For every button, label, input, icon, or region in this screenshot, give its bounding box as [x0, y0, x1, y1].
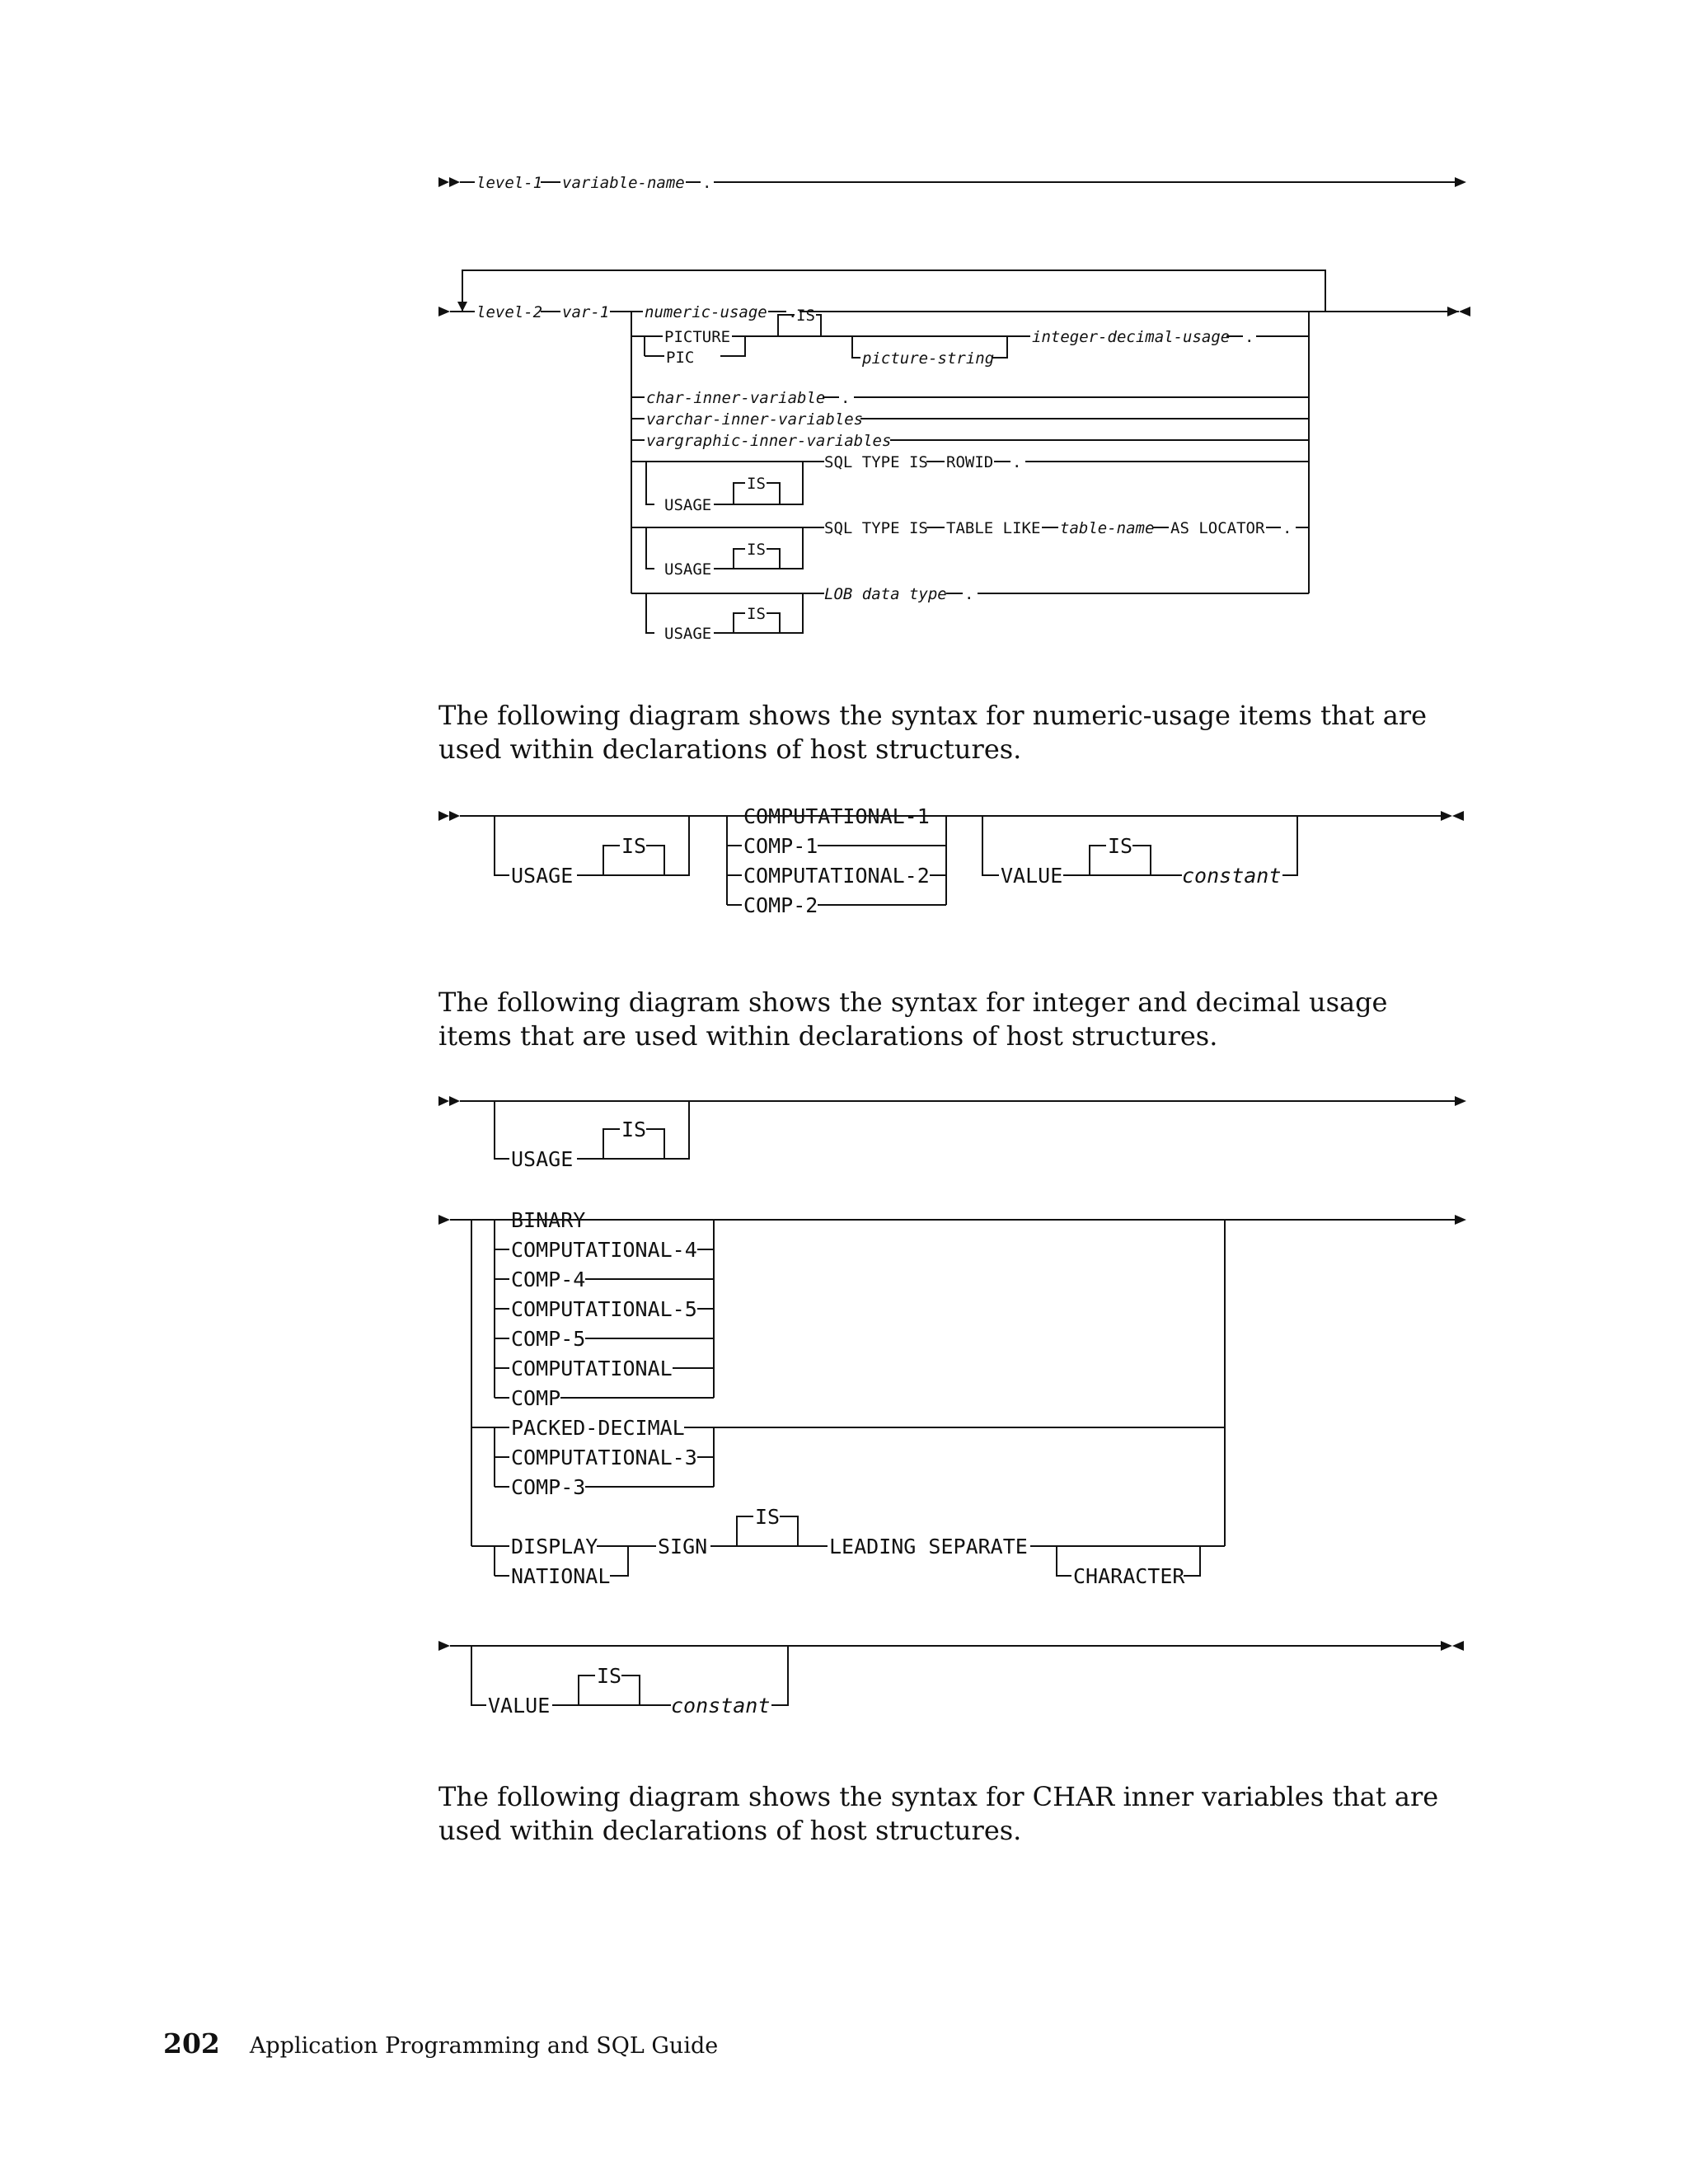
paragraph-numeric-usage: The following diagram shows the syntax for numeric-usage items that are used within declarations of host structures.	[438, 700, 1427, 765]
sql-type-is-keyword: SQL TYPE IS	[824, 519, 928, 537]
is-keyword: IS	[1108, 834, 1133, 858]
picture-string-keyword: picture-string	[862, 349, 995, 368]
period-terminator: .	[788, 303, 798, 321]
option-comp-4: COMP-4	[511, 1268, 586, 1291]
period-terminator: .	[702, 174, 712, 192]
option-comp-2: COMP-2	[743, 893, 818, 917]
is-keyword: IS	[621, 834, 647, 858]
option-computational-3: COMPUTATIONAL-3	[511, 1446, 697, 1469]
usage-keyword: USAGE	[664, 496, 712, 514]
option-national: NATIONAL	[511, 1564, 611, 1588]
option-computational: COMPUTATIONAL	[511, 1357, 673, 1380]
option-binary: BINARY	[511, 1208, 586, 1232]
table-like-keyword: TABLE LIKE	[946, 519, 1041, 537]
value-keyword: VALUE	[488, 1694, 551, 1718]
option-packed-decimal: PACKED-DECIMAL	[511, 1416, 685, 1440]
period-terminator: .	[1245, 328, 1254, 346]
integer-decimal-usage-keyword: integer-decimal-usage	[1032, 328, 1231, 346]
option-comp-5: COMP-5	[511, 1327, 586, 1351]
sign-keyword: SIGN	[658, 1535, 708, 1558]
page-number: 202	[163, 2027, 220, 2060]
rowid-keyword: ROWID	[946, 453, 994, 471]
paragraph-integer-decimal-usage: The following diagram shows the syntax for integer and decimal usage items that are used within declarations of host structures.	[438, 987, 1388, 1052]
char-inner-variable-keyword: char-inner-variable	[646, 389, 826, 407]
leading-separate-keyword: LEADING SEPARATE	[829, 1535, 1028, 1558]
as-locator-keyword: AS LOCATOR	[1170, 519, 1265, 537]
usage-keyword: USAGE	[511, 1147, 574, 1171]
constant-keyword: constant	[671, 1694, 771, 1718]
pic-keyword: PIC	[666, 349, 695, 367]
syntax-diagram-level-1	[0, 165, 1688, 206]
syntax-diagram-level-2	[0, 264, 1688, 659]
book-title: Application Programming and SQL Guide	[249, 2033, 719, 2059]
numeric-usage-keyword: numeric-usage	[645, 303, 767, 321]
is-keyword: IS	[597, 1664, 622, 1688]
var-1-keyword: var-1	[562, 303, 610, 321]
constant-keyword: constant	[1182, 864, 1282, 888]
period-terminator: .	[1282, 519, 1292, 537]
option-comp-1: COMP-1	[743, 834, 818, 858]
option-computational-4: COMPUTATIONAL-4	[511, 1238, 697, 1262]
is-keyword: IS	[747, 605, 766, 623]
period-terminator: .	[841, 389, 851, 407]
is-keyword: IS	[747, 475, 766, 493]
level-2-keyword: level-2	[476, 303, 543, 321]
table-name-keyword: table-name	[1060, 519, 1155, 537]
option-comp-3: COMP-3	[511, 1475, 586, 1499]
lob-data-type-keyword: LOB data type	[824, 585, 947, 603]
is-keyword: IS	[755, 1505, 781, 1529]
is-keyword: IS	[747, 541, 766, 559]
variable-name-keyword: variable-name	[562, 174, 685, 192]
picture-keyword: PICTURE	[664, 328, 731, 346]
paragraph-char-inner-variables: The following diagram shows the syntax for CHAR inner variables that are used within declarations of host structures.	[438, 1781, 1439, 1846]
page-footer	[163, 2027, 718, 2060]
option-computational-2: COMPUTATIONAL-2	[743, 864, 930, 888]
level-1-keyword: level-1	[476, 174, 543, 192]
usage-keyword: USAGE	[664, 560, 712, 579]
period-terminator: .	[1012, 453, 1022, 471]
usage-keyword: USAGE	[664, 625, 712, 643]
value-keyword: VALUE	[1001, 864, 1063, 888]
option-computational-1: COMPUTATIONAL-1	[743, 804, 930, 828]
syntax-diagram-integer-decimal-usage	[0, 1080, 1688, 1718]
period-terminator: .	[964, 585, 974, 603]
is-keyword: IS	[796, 307, 815, 325]
vargraphic-inner-variables-keyword: vargraphic-inner-variables	[646, 432, 892, 450]
syntax-diagram-numeric-usage	[0, 795, 1688, 927]
varchar-inner-variables-keyword: varchar-inner-variables	[646, 410, 864, 429]
option-computational-5: COMPUTATIONAL-5	[511, 1297, 697, 1321]
usage-keyword: USAGE	[511, 864, 574, 888]
option-display: DISPLAY	[511, 1535, 598, 1558]
option-comp: COMP	[511, 1386, 561, 1410]
character-keyword: CHARACTER	[1073, 1564, 1185, 1588]
sql-type-is-keyword: SQL TYPE IS	[824, 453, 928, 471]
is-keyword: IS	[621, 1118, 647, 1141]
